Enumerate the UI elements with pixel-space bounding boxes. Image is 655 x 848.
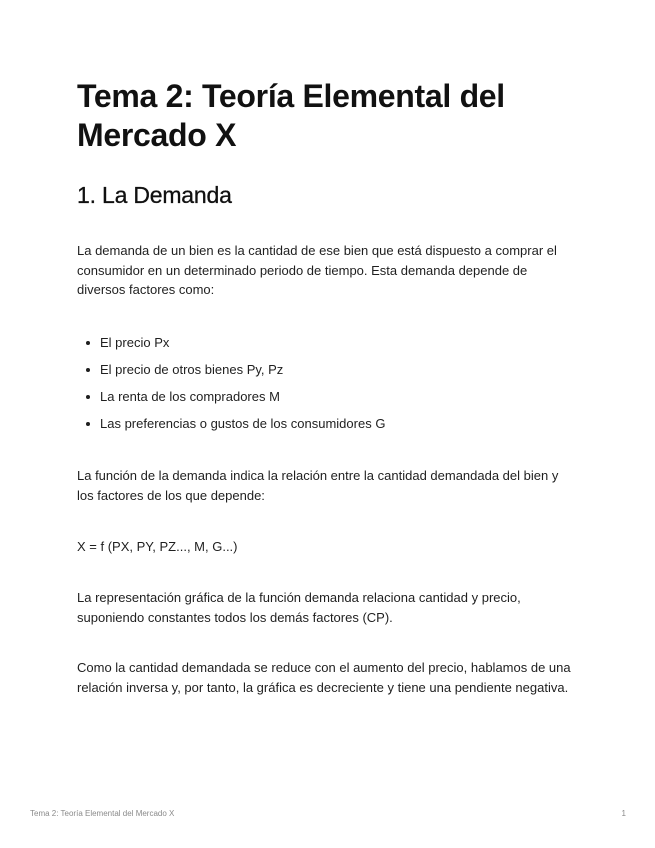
list-item: Las preferencias o gustos de los consumidores G	[77, 414, 577, 441]
factors-list	[77, 333, 577, 441]
graph-paragraph: La representación gráfica de la función demanda relaciona cantidad y precio, suponiendo constantes todos los demás factores (CP).	[77, 590, 521, 625]
footer-title: Tema 2: Teoría Elemental del Mercado X	[30, 809, 175, 818]
intro-paragraph: La demanda de un bien es la cantidad de ese bien que está dispuesto a comprar el consumidor en un determinado periodo de tiempo. Esta demanda depende de diversos factores como:	[77, 243, 557, 297]
section-heading: 1. La Demanda	[77, 182, 232, 208]
document-title: Tema 2: Teoría Elemental del Mercado X	[77, 78, 505, 153]
list-item: La renta de los compradores M	[77, 387, 577, 414]
list-item: El precio de otros bienes Py, Pz	[77, 360, 577, 387]
page-number: 1	[621, 809, 626, 818]
demand-formula: X = f (PX, PY, PZ..., M, G...)	[77, 539, 238, 554]
list-item: El precio Px	[77, 333, 577, 360]
function-paragraph: La función de la demanda indica la relación entre la cantidad demandada del bien y los factores de los que depende:	[77, 468, 559, 503]
inverse-relation-paragraph: Como la cantidad demandada se reduce con el aumento del precio, hablamos de una relación inversa y, por tanto, la gráfica es decreciente y tiene una pendiente negativa.	[77, 660, 571, 695]
